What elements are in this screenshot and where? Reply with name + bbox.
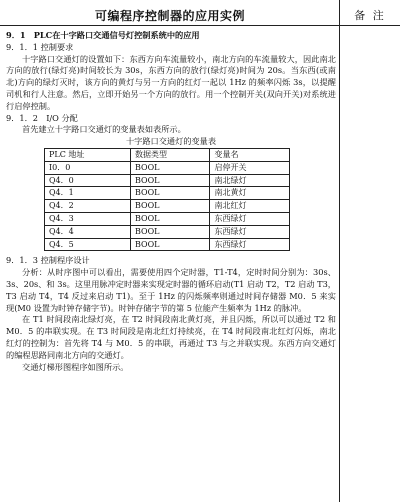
table-row bbox=[45, 161, 290, 174]
table-cell: BOOL bbox=[131, 225, 210, 238]
note-column-label: 备 注 bbox=[354, 9, 386, 22]
program-design-paragraph-3: 交通灯梯形图程序如图所示。 bbox=[22, 361, 129, 372]
table-row bbox=[45, 187, 290, 200]
subsection-heading-2: 9．1．2 I/O 分配 bbox=[6, 112, 78, 123]
table-cell: 南北红灯 bbox=[210, 200, 290, 213]
table-cell: Q4．5 bbox=[45, 238, 131, 251]
table-cell: BOOL bbox=[131, 187, 210, 200]
page-title: 可编程序控制器的应用实例 bbox=[94, 9, 245, 23]
program-design-paragraph-1: 分析：从时序图中可以看出，需要使用四个定时器，T1-T4，定时时间分别为：30s、3s、20s、和 3s。这里用脉冲定时器来实现定时器的循环启动(T1 启动 T2，T2 启动 T3，T3 启动 T4，T4 反过来启动 T1)。至于 1Hz 的闪烁频率则通过时间存储器 M0．5 来实现(M0 设置为时钟存储字节)。时钟存储字节的第 5 位能产生频率为 1Hz 的脉冲。 bbox=[6, 267, 336, 313]
table-header-cell: 变量名 bbox=[210, 148, 290, 161]
table-cell: 东西绿灯 bbox=[210, 238, 290, 251]
table-cell: 南北黄灯 bbox=[210, 187, 290, 200]
subsection-heading-1: 9．1．1 控制要求 bbox=[6, 41, 74, 52]
table-cell: BOOL bbox=[131, 174, 210, 187]
table-cell: BOOL bbox=[131, 161, 210, 174]
table-cell: 东西绿灯 bbox=[210, 225, 290, 238]
table-row bbox=[45, 225, 290, 238]
table-cell: BOOL bbox=[131, 200, 210, 213]
table-row bbox=[45, 200, 290, 213]
table-row bbox=[45, 174, 290, 187]
io-assignment-paragraph: 首先建立十字路口交通灯的变量表如表所示。 bbox=[22, 124, 186, 135]
table-cell: I0．0 bbox=[45, 161, 131, 174]
margin-divider bbox=[339, 0, 340, 502]
table-cell: Q4．1 bbox=[45, 187, 131, 200]
variable-table bbox=[44, 148, 290, 251]
table-row bbox=[45, 238, 290, 251]
header-divider bbox=[0, 25, 400, 26]
table-cell: Q4．4 bbox=[45, 225, 131, 238]
main-content bbox=[6, 30, 336, 373]
control-requirements-paragraph: 十字路口交通灯的设置如下：东西方向车流量较小，南北方向的车流量较大，因此南北方向的放行(绿灯亮)时间较长为 30s，东西方向的放行(绿灯亮)时间为 20s。当东西(或南北)方向的绿灯灭时，该方向的黄灯与另一方向的红灯一起以 1Hz 的频率闪烁 3s，以提醒司机和行人注意。然后，立即开始另一个方向的放行。用一个控制开关(双向开关)对系统进行启停控制。 bbox=[6, 53, 336, 111]
subsection-heading-3: 9．1．3 控制程序设计 bbox=[6, 255, 90, 266]
table-header-row bbox=[45, 148, 290, 161]
table-cell: 东西绿灯 bbox=[210, 212, 290, 225]
section-heading: 9．1 PLC在十字路口交通信号灯控制系统中的应用 bbox=[6, 30, 200, 40]
table-row bbox=[45, 212, 290, 225]
table-cell: 启停开关 bbox=[210, 161, 290, 174]
table-cell: Q4．3 bbox=[45, 212, 131, 225]
program-design-paragraph-2: 在 T1 时间段南北绿灯亮，在 T2 时间段南北黄灯亮，并且闪烁，所以可以通过 T2 和 M0．5 的串联实现。在 T3 时间段是南北红灯持续亮，在 T4 时间段南北红灯闪烁，南北红灯的控制为：首先将 T4 与 M0．5 的串联，再通过 T3 与之并联实现。东西方向交通灯的编程思路同南北方向的交通灯。 bbox=[6, 314, 336, 360]
table-header-cell: 数据类型 bbox=[131, 148, 210, 161]
table-cell: BOOL bbox=[131, 238, 210, 251]
table-cell: Q4．0 bbox=[45, 174, 131, 187]
table-cell: BOOL bbox=[131, 212, 210, 225]
table-cell: 南北绿灯 bbox=[210, 174, 290, 187]
table-cell: Q4．2 bbox=[45, 200, 131, 213]
table-header-cell: PLC 地址 bbox=[45, 148, 131, 161]
table-caption: 十字路口交通灯的变量表 bbox=[125, 136, 217, 147]
